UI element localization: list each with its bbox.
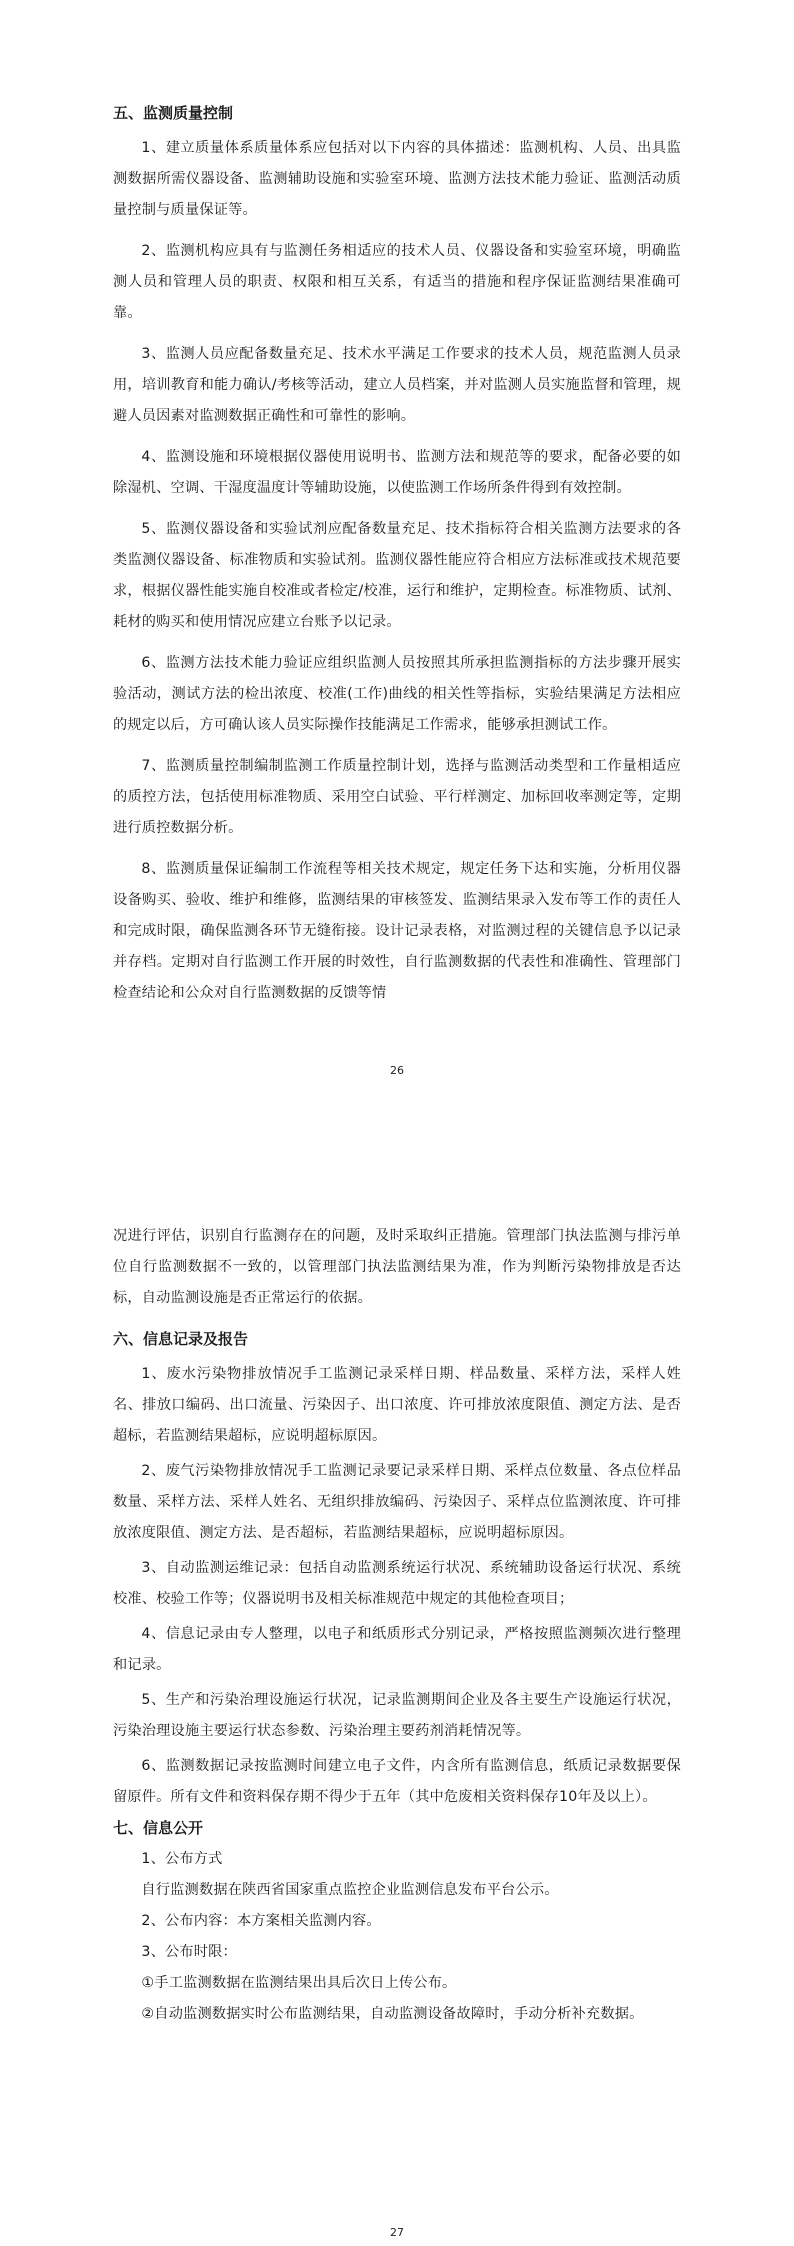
section-5-paragraph-6: 6、监测方法技术能力验证应组织监测人员按照其所承担监测指标的方法步骤开展实验活动，测试方法的检出浓度、校准(工作)曲线的相关性等指标，实验结果满足方法相应的规定以后，方可确认该人员实际操作技能满足工作需求，能够承担测试工作。	[113, 655, 681, 733]
section-5-paragraph-4: 4、监测设施和环境根据仪器使用说明书、监测方法和规范等的要求，配备必要的如除湿机、空调、干湿度温度计等辅助设施，以使监测工作场所条件得到有效控制。	[113, 449, 681, 496]
section-6-paragraph-5: 5、生产和污染治理设施运行状况，记录监测期间企业及各主要生产设施运行状况，污染治理设施主要运行状态参数、污染治理主要药剂消耗情况等。	[113, 1692, 681, 1739]
section-6-paragraph-1: 1、废水污染物排放情况手工监测记录采样日期、样品数量、采样方法，采样人姓名、排放口编码、出口流量、污染因子、出口浓度、许可排放浓度限值、测定方法、是否超标，若监测结果超标，应说明超标原因。	[113, 1366, 681, 1444]
page-number: 26	[390, 1064, 404, 1077]
section-7-item-2: 2、公布内容：本方案相关监测内容。	[141, 1913, 381, 1929]
document-page-27	[0, 1123, 794, 2246]
section-5-paragraph-7: 7、监测质量控制编制监测工作质量控制计划，选择与监测活动类型和工作量相适应的质控方法，包括使用标准物质、采用空白试验、平行样测定、加标回收率测定等，定期进行质控数据分析。	[113, 758, 681, 836]
section-7-item-1-text: 自行监测数据在陕西省国家重点监控企业监测信息发布平台公示。	[141, 1882, 559, 1898]
page-number: 27	[390, 2226, 404, 2239]
page-27-content	[113, 1221, 681, 2030]
section-6-paragraph-2: 2、废气污染物排放情况手工监测记录要记录采样日期、采样点位数量、各点位样品数量、采样方法、采样人姓名、无组织排放编码、污染因子、采样点位监测浓度、许可排放浓度限值、测定方法、是否超标，若监测结果超标，应说明超标原因。	[113, 1463, 681, 1541]
page-26-content	[113, 98, 681, 1009]
section-5-continuation: 况进行评估，识别自行监测存在的问题，及时采取纠正措施。管理部门执法监测与排污单位自行监测数据不一致的，以管理部门执法监测结果为准，作为判断污染物排放是否达标，自动监测设施是否正常运行的依据。	[113, 1228, 681, 1306]
section-6-paragraph-3: 3、自动监测运维记录：包括自动监测系统运行状况、系统辅助设备运行状况、系统校准、校验工作等；仪器说明书及相关标准规范中规定的其他检查项目；	[113, 1560, 681, 1607]
section-6-paragraph-6: 6、监测数据记录按监测时间建立电子文件，内含所有监测信息，纸质记录数据要保留原件。所有文件和资料保存期不得少于五年（其中危废相关资料保存10年及以上）。	[113, 1758, 681, 1805]
section-6-paragraph-4: 4、信息记录由专人整理，以电子和纸质形式分别记录，严格按照监测频次进行整理和记录。	[113, 1626, 681, 1673]
section-5-paragraph-1: 1、建立质量体系质量体系应包括对以下内容的具体描述：监测机构、人员、出具监测数据所需仪器设备、监测辅助设施和实验室环境、监测方法技术能力验证、监测活动质量控制与质量保证等。	[113, 140, 681, 218]
section-7-item-3-a: ①手工监测数据在监测结果出具后次日上传公布。	[141, 1975, 457, 1991]
section-6-heading: 六、信息记录及报告	[113, 1330, 249, 1348]
section-7-item-1-title: 1、公布方式	[141, 1851, 223, 1867]
section-5-paragraph-8: 8、监测质量保证编制工作流程等相关技术规定，规定任务下达和实施，分析用仪器设备购买、验收、维护和维修，监测结果的审核签发、监测结果录入发布等工作的责任人和完成时限，确保监测各环节无缝衔接。设计记录表格，对监测过程的关键信息予以记录并存档。定期对自行监测工作开展的时效性，自行监测数据的代表性和准确性、管理部门检查结论和公众对自行监测数据的反馈等情	[113, 861, 681, 1001]
section-5-paragraph-3: 3、监测人员应配备数量充足、技术水平满足工作要求的技术人员，规范监测人员录用，培训教育和能力确认/考核等活动，建立人员档案，并对监测人员实施监督和管理，规避人员因素对监测数据正确性和可靠性的影响。	[113, 346, 681, 424]
section-5-heading: 五、监测质量控制	[113, 104, 234, 122]
section-5-paragraph-5: 5、监测仪器设备和实验试剂应配备数量充足、技术指标符合相关监测方法要求的各类监测仪器设备、标准物质和实验试剂。监测仪器性能应符合相应方法标准或技术规范要求，根据仪器性能实施自校准或者检定/校准，运行和维护，定期检查。标准物质、试剂、耗材的购买和使用情况应建立台账予以记录。	[113, 521, 681, 630]
section-5-paragraph-2: 2、监测机构应具有与监测任务相适应的技术人员、仪器设备和实验室环境，明确监测人员和管理人员的职责、权限和相互关系，有适当的措施和程序保证监测结果准确可靠。	[113, 243, 681, 321]
section-7-item-3-title: 3、公布时限：	[141, 1944, 237, 1960]
section-7-heading: 七、信息公开	[113, 1819, 204, 1837]
section-7-item-3-b: ②自动监测数据实时公布监测结果，自动监测设备故障时，手动分析补充数据。	[141, 2006, 644, 2022]
